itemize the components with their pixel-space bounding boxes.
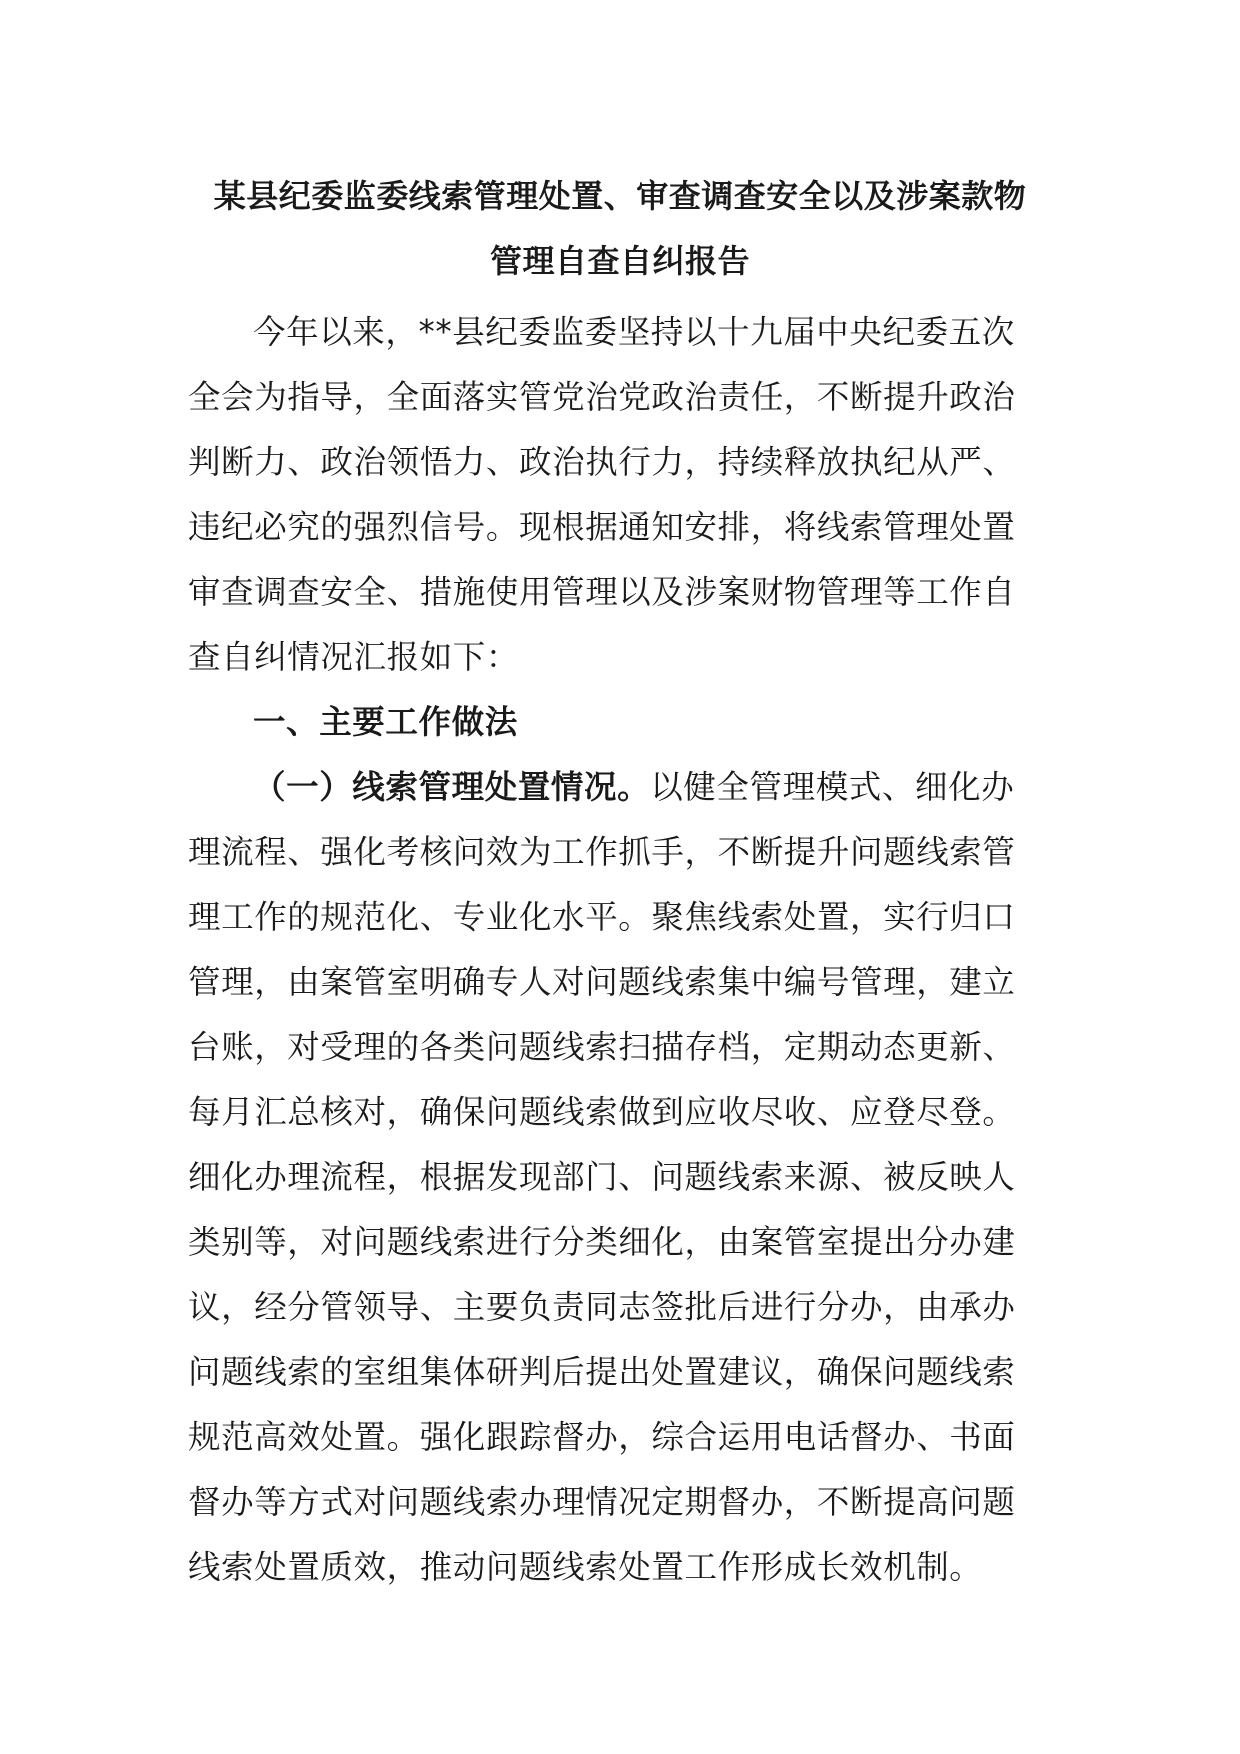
paragraph-line: 管理，由案管室明确专人对问题线索集中编号管理，建立 [188,963,1016,1001]
paragraph-line: 理工作的规范化、专业化水平。聚焦线索处置，实行归口 [188,898,1016,936]
intro-line: 判断力、政治领悟力、政治执行力，持续释放执纪从严、 [188,443,1016,481]
paragraph-line: 每月汇总核对，确保问题线索做到应收尽收、应登尽登。 [188,1093,1016,1131]
paragraph-line: 问题线索的室组集体研判后提出处置建议，确保问题线索 [188,1353,1016,1391]
document-body [188,300,1058,1600]
section-heading: 一、主要工作做法 [253,703,518,741]
paragraph-line: 理流程、强化考核问效为工作抓手，不断提升问题线索管 [188,833,1016,871]
intro-line: 审查调查安全、措施使用管理以及涉案财物管理等工作自 [188,573,1016,611]
paragraph-line: 议，经分管领导、主要负责同志签批后进行分办，由承办 [188,1288,1016,1326]
paragraph-line: 线索处置质效，推动问题线索处置工作形成长效机制。 [188,1548,983,1586]
paragraph-line: 规范高效处置。强化跟踪督办，综合运用电话督办、书面 [188,1418,1016,1456]
paragraph-line: 督办等方式对问题线索办理情况定期督办，不断提高问题 [188,1483,1016,1521]
intro-line: 全会为指导，全面落实管党治党政治责任，不断提升政治 [188,378,1016,416]
paragraph-line: 细化办理流程，根据发现部门、问题线索来源、被反映人 [188,1158,1016,1196]
intro-line: 查自纠情况汇报如下： [188,638,520,676]
subsection-first-line [188,755,1058,820]
intro-line: 今年以来，**县纪委监委坚持以十九届中央纪委五次 [253,313,1015,351]
subsection-first-line-rest: 以健全管理模式、细化办 [650,768,1015,806]
paragraph-line: 台账，对受理的各类问题线索扫描存档，定期动态更新、 [188,1028,1016,1066]
intro-line: 违纪必究的强烈信号。现根据通知安排，将线索管理处置 [188,508,1016,546]
document-title-line-2: 管理自查自纠报告 [489,242,750,280]
subsection-heading: （一）线索管理处置情况。 [253,768,651,806]
document-title-line-1: 某县纪委监委线索管理处置、审查调查安全以及涉案款物 [213,177,1027,215]
paragraph-line: 类别等，对问题线索进行分类细化，由案管室提出分办建 [188,1223,1016,1261]
